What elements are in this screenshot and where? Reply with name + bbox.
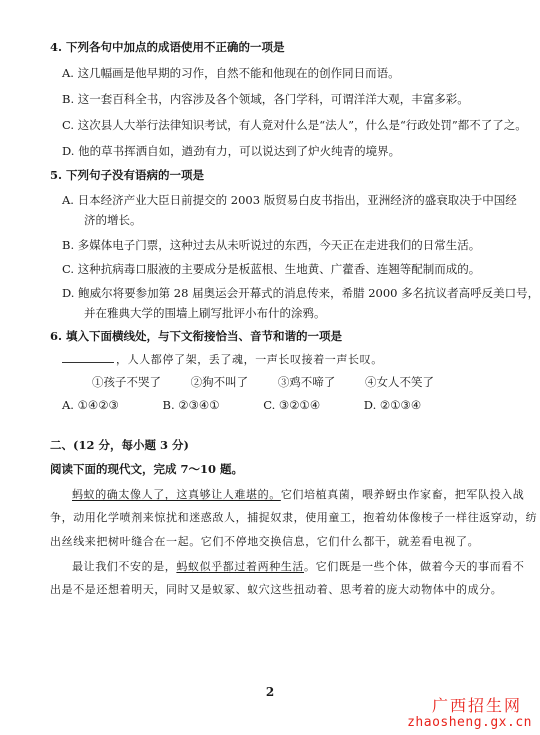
choice-3: ③鸡不啼了 (277, 375, 336, 389)
question-6-choices (92, 375, 434, 389)
watermark-site-name: 广西招生网 (431, 696, 522, 715)
choice-4: ④女人不笑了 (364, 375, 434, 389)
watermark-site-url: zhaosheng.gx.cn (407, 715, 532, 730)
passage-p1-underlined: 蚂蚁的确太像人了，这真够让人难堪的。 (72, 488, 281, 501)
choice-1: ①孩子不哭了 (92, 375, 161, 389)
question-6-option-b: B. ②③④① (162, 398, 220, 412)
question-5-option-b: B. 多媒体电子门票，这种过去从未听说过的东西，今天正在走进我们的日常生活。 (62, 238, 481, 252)
question-5-stem: 5. 下列句子没有语病的一项是 (50, 168, 205, 182)
passage-p2-line1-rest: 。它们既是一些个体，做着今天的事而看不 (304, 560, 525, 573)
question-4-option-c: C. 这次县人大举行法律知识考试，有人竟对什么是“法人”，什么是“行政处罚”都不了了之。 (62, 118, 527, 132)
question-4-option-b: B. 这一套百科全书，内容涉及各个领域，各门学科，可谓洋洋大观，丰富多彩。 (62, 92, 469, 106)
question-5-option-d-line1: D. 鲍威尔将要参加第 28 届奥运会开幕式的消息传来，希腊 2000 多名抗议者高呼反美口号， (62, 286, 540, 300)
question-4-option-a: A. 这几幅画是他早期的习作，自然不能和他现在的创作同日而语。 (62, 66, 400, 80)
section-2-intro: 阅读下面的现代文，完成 7～10 题。 (50, 462, 244, 476)
question-6-prompt-text: ，人人都停了架，丢了魂，一声长叹接着一声长叹。 (116, 353, 383, 366)
question-6-option-a: A. ①④②③ (62, 398, 119, 412)
passage-p1-line1 (72, 488, 524, 502)
question-5-option-a-line1: A. 日本经济产业大臣日前提交的 2003 版贸易白皮书指出，亚洲经济的盛衰取决于中国经 (62, 193, 517, 207)
question-4-stem: 4. 下列各句中加点的成语使用不正确的一项是 (50, 40, 285, 54)
question-6-options (62, 398, 421, 412)
question-6-option-d: D. ②①③④ (363, 398, 422, 412)
passage-p2-underlined: 蚂蚁似乎都过着两种生活 (176, 560, 305, 573)
question-5-option-d-line2: 并在雅典大学的围墙上刷写批评小布什的涂鸦。 (84, 306, 326, 320)
passage-p1-line2: 争，动用化学喷剂来惊扰和迷惑敌人，捕捉奴隶，使用童工，抱着幼体像梭子一样往返穿动，纺 (50, 511, 538, 524)
page-number: 2 (265, 685, 275, 699)
passage-p1-line3: 出丝线来把树叶缝合在一起。它们不停地交换信息，它们什么都干，就差看电视了。 (50, 535, 480, 548)
answer-blank (62, 352, 114, 363)
question-4-option-d: D. 他的草书挥洒自如，遒劲有力，可以说达到了炉火纯青的境界。 (62, 144, 401, 158)
question-6-prompt (62, 352, 383, 367)
question-6-option-c: C. ③②①④ (263, 398, 321, 412)
passage-p2-line2: 出是不是还想着明天，同时又是蚁冢、蚁穴这些扭动着、思考着的庞大动物体中的成分。 (50, 583, 503, 596)
passage-p1-line1-rest: 它们培植真菌，喂养蚜虫作家畜，把军队投入战 (280, 488, 525, 501)
choice-2: ②狗不叫了 (190, 375, 249, 389)
passage-p2-line1 (72, 560, 524, 574)
section-2-title: 二、(12 分，每小题 3 分) (50, 438, 189, 452)
passage-p2-lead: 最让我们不安的是， (72, 560, 177, 573)
question-5-option-c: C. 这种抗病毒口服液的主要成分是板蓝根、生地黄、广藿香、连翘等配制而成的。 (62, 262, 481, 276)
question-5-option-a-line2: 济的增长。 (84, 213, 142, 227)
question-6-stem: 6. 填入下面横线处，与下文衔接恰当、音节和谐的一项是 (50, 329, 343, 343)
